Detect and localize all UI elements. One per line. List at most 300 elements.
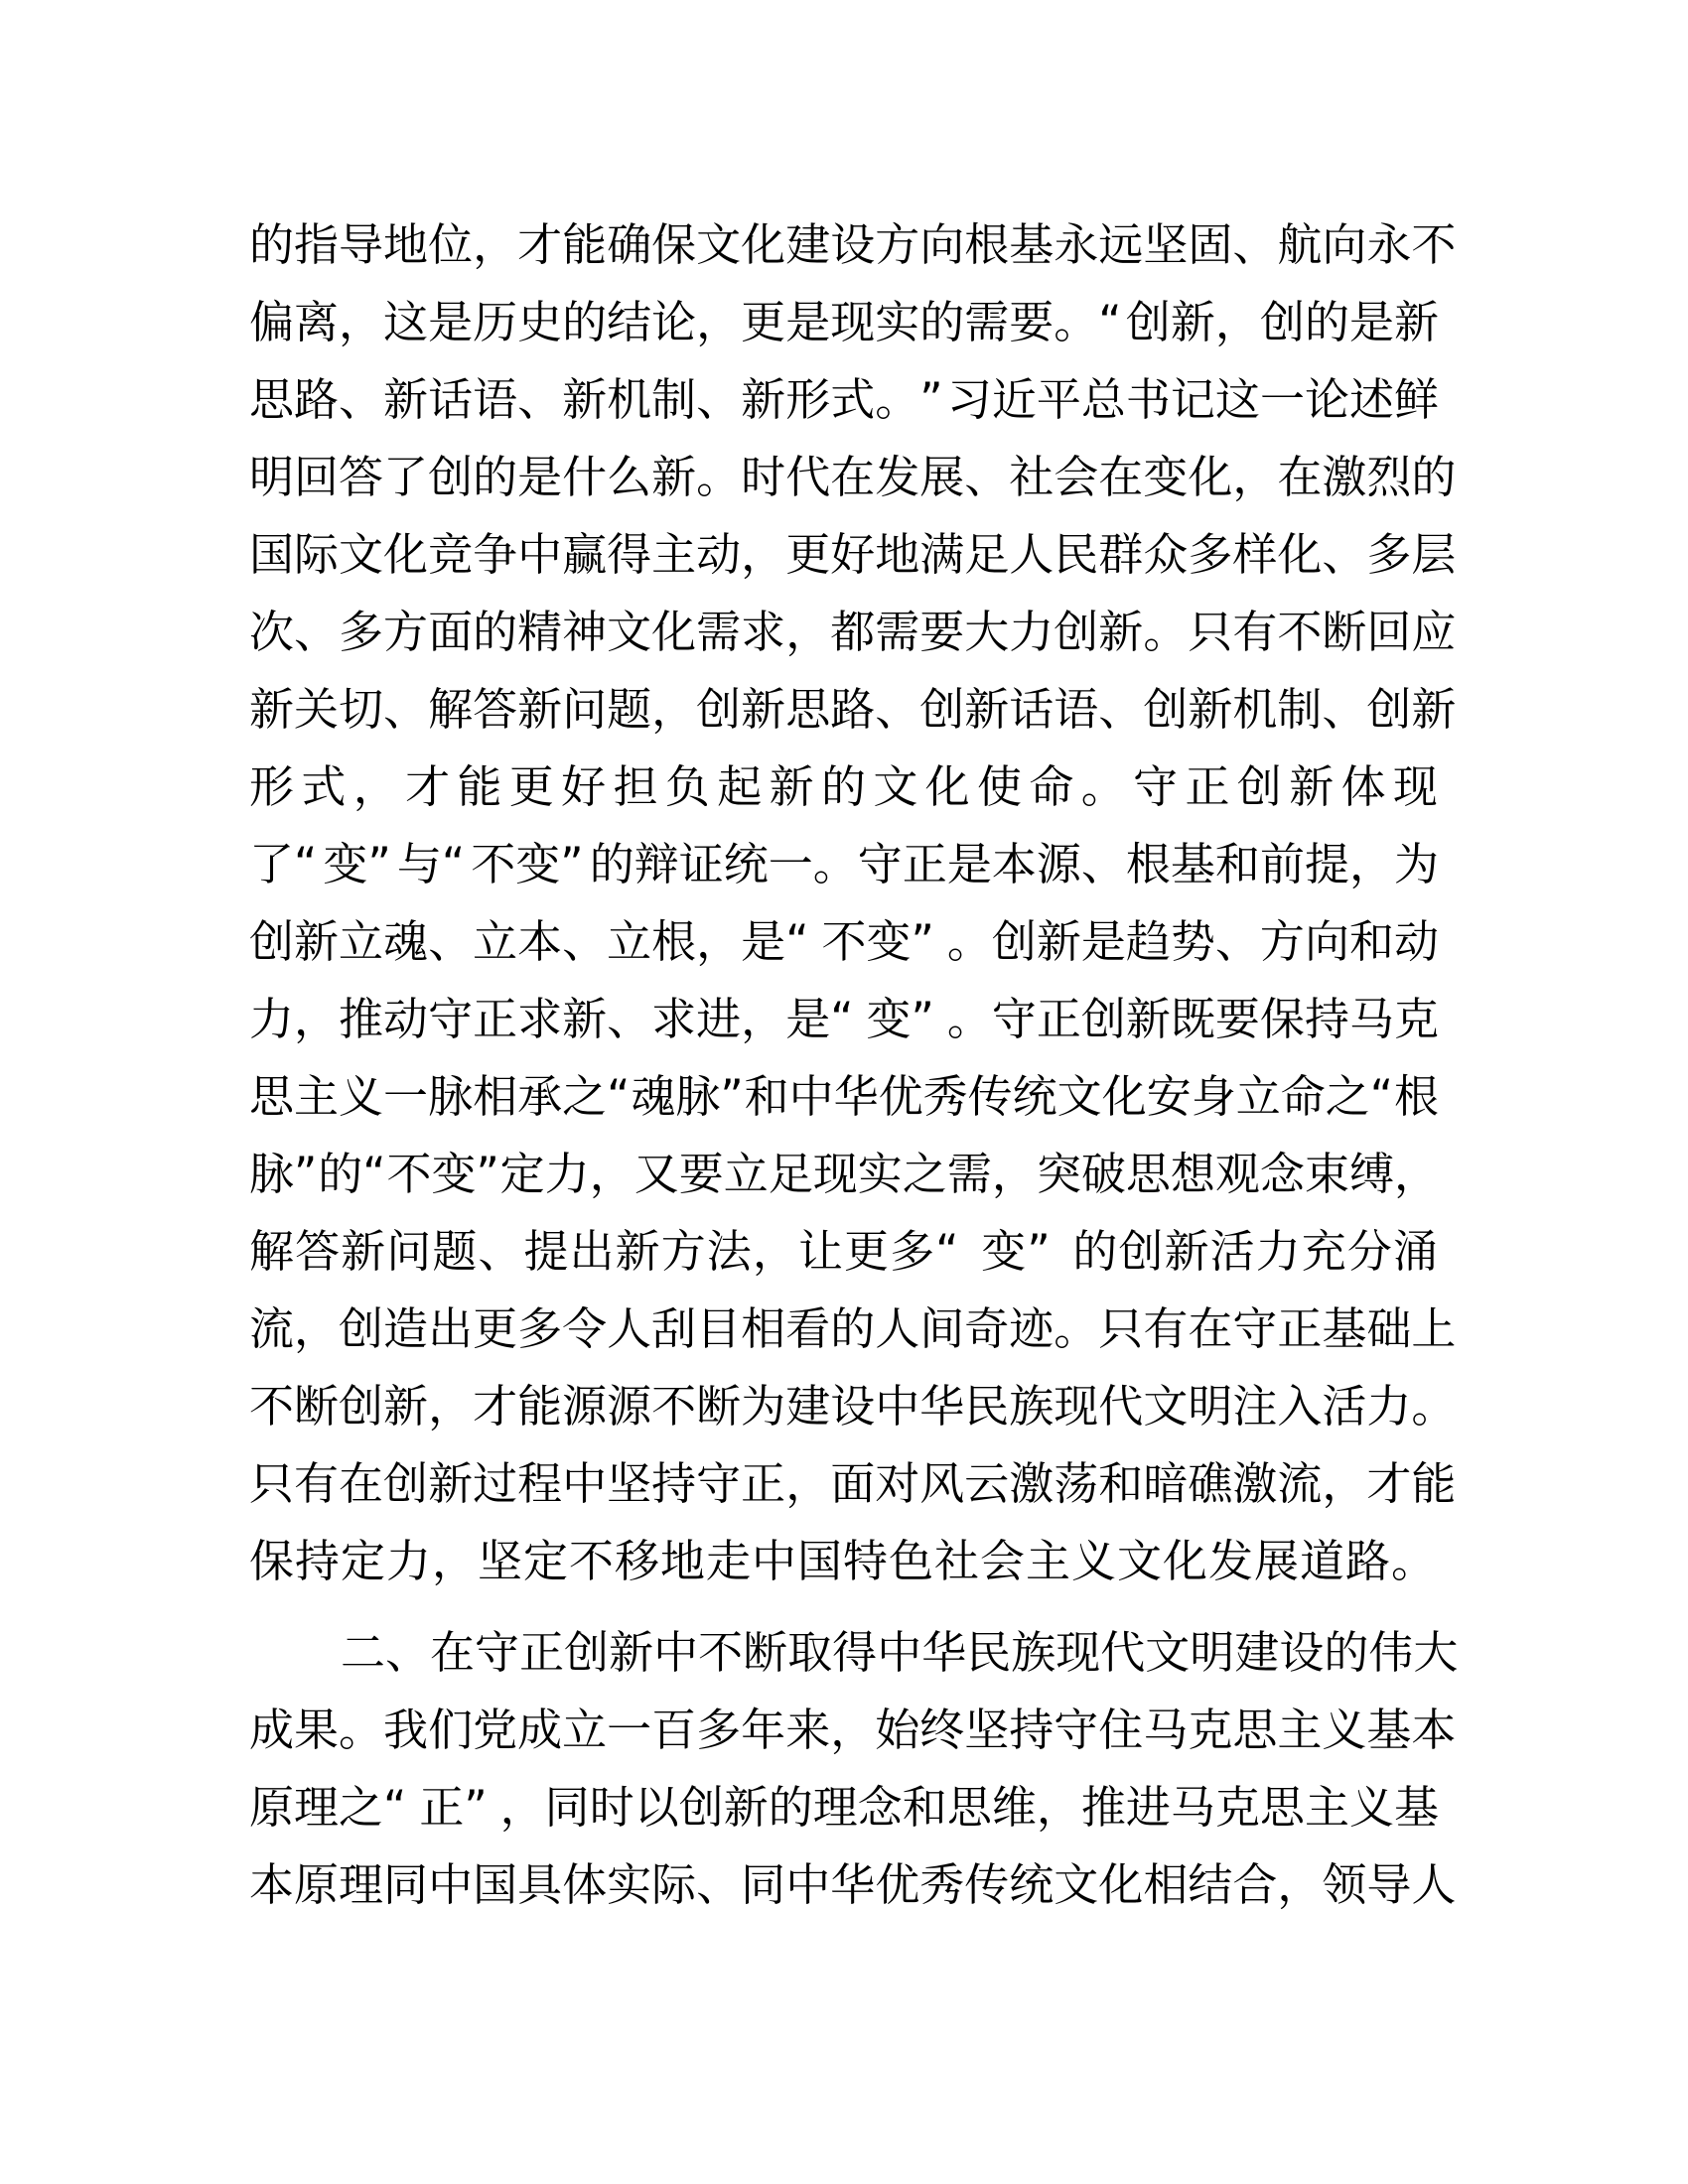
text-char: 正 (1185, 760, 1230, 813)
text-char: 具 (517, 1858, 563, 1911)
text-char: 、 (339, 373, 384, 426)
text-char: 际 (294, 528, 340, 581)
text-char: 指 (294, 218, 340, 271)
text-char: 身 (1191, 1070, 1236, 1123)
text-char: 证 (678, 838, 724, 890)
text-char: 造 (383, 1302, 429, 1355)
text-char: 破 (1080, 1148, 1126, 1200)
text-char: 、 (696, 373, 742, 426)
text-char: 现 (1055, 1626, 1101, 1679)
text-char: 切 (339, 683, 384, 736)
text-char: 出 (428, 1302, 474, 1355)
text-char: 次 (249, 606, 295, 658)
text-char: ， (352, 760, 398, 813)
text-char: 答 (339, 451, 384, 503)
text-char: 导 (1366, 1858, 1412, 1911)
text-char: 充 (1301, 1225, 1346, 1278)
text-char: 、 (562, 915, 608, 968)
text-char: 地 (875, 528, 920, 581)
text-char: 原 (249, 1781, 295, 1834)
text-char: ， (499, 1781, 545, 1834)
text-char: 理 (339, 1858, 384, 1911)
text-char: 华 (830, 1858, 876, 1911)
text-char: 实 (875, 296, 920, 348)
text-char: ， (752, 1225, 797, 1278)
text-char: 在 (830, 451, 876, 503)
text-char: 需 (964, 296, 1010, 348)
text-char: 代 (1098, 1380, 1144, 1433)
text-char: 的 (589, 838, 634, 890)
text-char: 话 (1009, 683, 1055, 736)
text-char: 、 (517, 373, 563, 426)
text-char: ” (911, 993, 934, 1045)
text-char: 力 (1366, 1380, 1412, 1433)
text-char: 源 (607, 1380, 652, 1433)
text-char: 脉 (249, 1148, 295, 1200)
text-char: 国 (797, 1535, 843, 1587)
text-char: ， (741, 993, 786, 1045)
text-char: 化 (1163, 1535, 1208, 1587)
text-char: 人 (1411, 1858, 1457, 1911)
text-char: 不 (1277, 606, 1323, 658)
text-char: 的 (1072, 1225, 1118, 1278)
text-char: 力 (1255, 1225, 1301, 1278)
text-char: 守 (1054, 1704, 1099, 1756)
text-char: 创 (678, 1781, 724, 1834)
text-char: 奇 (964, 1302, 1010, 1355)
text-char: 守 (1232, 1302, 1278, 1355)
text-char: 相 (1143, 1858, 1189, 1911)
text-char: 终 (919, 1704, 965, 1756)
text-char: 新 (741, 373, 786, 426)
text-char: 念 (857, 1781, 903, 1834)
text-char: 断 (294, 1380, 340, 1433)
text-char: 形 (249, 760, 295, 813)
text-char: 在 (1277, 451, 1323, 503)
text-char: 注 (1232, 1380, 1278, 1433)
text-char: 建 (785, 218, 831, 271)
text-char: ， (294, 1302, 340, 1355)
text-char: 同 (741, 1858, 786, 1911)
text-char: “ (607, 1070, 631, 1123)
text-char: 的 (919, 296, 965, 348)
text-char: 义 (1071, 1535, 1117, 1587)
text-line (249, 290, 1439, 367)
text-char: 层 (1411, 528, 1457, 581)
text-char: 平 (1036, 373, 1081, 426)
text-char: 入 (1277, 1380, 1323, 1433)
text-char: 束 (1304, 1148, 1349, 1200)
text-char: 缚 (1348, 1148, 1394, 1200)
text-char: 秀 (922, 1070, 968, 1123)
text-char: 新 (1289, 760, 1335, 813)
text-char: ， (432, 1535, 478, 1587)
text-char: 的 (473, 606, 518, 658)
text-char: 体 (1340, 760, 1386, 813)
text-char: 、 (428, 915, 474, 968)
text-char: 制 (1277, 683, 1323, 736)
text-char: 原 (294, 1858, 340, 1911)
text-char: 推 (339, 993, 384, 1045)
text-char: 出 (569, 1225, 615, 1278)
text-char: 求 (741, 606, 786, 658)
text-char: 这 (383, 296, 429, 348)
text-char: 关 (294, 683, 340, 736)
text-char: 方 (875, 218, 920, 271)
text-char: 流 (1277, 1457, 1323, 1510)
section-heading-line (249, 1620, 1459, 1698)
text-char: 定 (341, 1535, 386, 1587)
text-char: 人 (607, 1302, 652, 1355)
text-char: 样 (1232, 528, 1278, 581)
text-char: 竞 (428, 528, 474, 581)
text-char: 民 (964, 1380, 1010, 1433)
text-char: 守 (475, 1626, 520, 1679)
text-char: 机 (607, 373, 652, 426)
text-char: 路 (1345, 1535, 1391, 1587)
text-char: 力 (544, 1148, 590, 1200)
text-char: ， (428, 1380, 474, 1433)
text-char: 、 (696, 1858, 742, 1911)
text-char: 不 (698, 1626, 744, 1679)
text-char: 正 (519, 1626, 565, 1679)
text-char: 化 (1277, 528, 1323, 581)
text-char: 守 (696, 1457, 742, 1510)
text-char: 迹 (1009, 1302, 1055, 1355)
text-char: 固 (1188, 218, 1233, 271)
text-char: 么 (607, 451, 652, 503)
text-char: 只 (1188, 606, 1233, 658)
text-line (249, 1064, 1439, 1142)
text-char: 间 (919, 1302, 965, 1355)
text-char: 时 (741, 451, 786, 503)
text-char: 前 (1259, 838, 1305, 890)
text-char: ， (696, 915, 742, 968)
text-char: 和 (902, 1781, 947, 1834)
text-char: 才 (405, 760, 451, 813)
text-char: 化 (1101, 1070, 1147, 1123)
text-char: 力 (386, 1535, 432, 1587)
text-char: 基 (1322, 1302, 1367, 1355)
text-char: 实 (607, 1858, 652, 1911)
text-char: 路 (294, 373, 340, 426)
text-char: 激 (1232, 1457, 1278, 1510)
text-char: 思 (1259, 1781, 1305, 1834)
text-char: 建 (785, 1380, 831, 1433)
text-char: 变 (515, 838, 561, 890)
text-char: 。 (812, 838, 858, 890)
text-char: 以 (633, 1781, 679, 1834)
text-char: 历 (473, 296, 518, 348)
text-char: 住 (1098, 1704, 1144, 1756)
text-char: 多 (339, 606, 384, 658)
text-char: 创 (1054, 606, 1099, 658)
text-char: 足 (964, 528, 1010, 581)
text-char: 有 (1232, 606, 1278, 658)
text-char: 制 (651, 373, 697, 426)
text-char: 的 (318, 1148, 363, 1200)
text-char: 新 (383, 373, 429, 426)
text-char: 能 (1411, 1457, 1457, 1510)
text-char: 保 (249, 1535, 295, 1587)
text-char: 式 (301, 760, 347, 813)
text-char: 新 (249, 683, 295, 736)
text-char: 永 (1054, 218, 1099, 271)
text-char: 不 (386, 1148, 432, 1200)
text-char: 回 (294, 451, 340, 503)
text-char: 年 (741, 1704, 786, 1756)
text-char: ， (651, 683, 697, 736)
text-char: 变 (981, 1225, 1027, 1278)
text-char: 展 (919, 451, 965, 503)
text-char: 创 (383, 1457, 429, 1510)
text-line (249, 832, 1439, 909)
text-char: 云 (964, 1457, 1010, 1510)
text-line (249, 600, 1457, 677)
text-char: 、 (1098, 683, 1144, 736)
text-char: 化 (741, 218, 786, 271)
text-char: 。 (696, 451, 742, 503)
text-char: 一 (768, 838, 813, 890)
text-char: 机 (1232, 683, 1278, 736)
text-char: 持 (1304, 993, 1349, 1045)
text-char: 、 (1214, 915, 1260, 968)
text-char: 。 (1143, 606, 1189, 658)
text-char: 要 (1009, 296, 1055, 348)
text-char: 刮 (651, 1302, 697, 1355)
text-char: 只 (1098, 1302, 1144, 1355)
text-char: 国 (473, 1858, 518, 1911)
text-char: 。 (339, 1704, 384, 1756)
text-char: 克 (1393, 993, 1439, 1045)
text-char: 设 (1279, 1626, 1325, 1679)
text-char: 有 (1143, 1302, 1189, 1355)
text-char: 更 (844, 1225, 890, 1278)
text-char: 新 (723, 1781, 769, 1834)
text-char: 荡 (1054, 1457, 1099, 1510)
text-char: 提 (523, 1225, 569, 1278)
text-char: 一 (383, 1070, 429, 1123)
text-char: 思 (946, 1781, 992, 1834)
text-char: 传 (964, 1858, 1010, 1911)
text-char: 新 (741, 683, 786, 736)
text-char: 本 (1411, 1704, 1457, 1756)
text-char: 命 (1280, 1070, 1326, 1123)
text-char: 化 (1188, 451, 1233, 503)
text-char: 在 (1188, 1302, 1233, 1355)
text-char: 不 (821, 915, 867, 968)
text-char: 建 (1234, 1626, 1280, 1679)
text-char: 风 (919, 1457, 965, 1510)
text-char: 史 (517, 296, 563, 348)
text-char: 地 (383, 218, 429, 271)
text-char: ” (476, 1148, 499, 1200)
text-char: 优 (878, 1070, 923, 1123)
text-char: 正 (902, 838, 947, 890)
text-char: 更 (473, 1302, 518, 1355)
text-char: 的 (562, 296, 608, 348)
text-char: 立 (723, 1148, 769, 1200)
text-char: 化 (924, 760, 970, 813)
text-char: 担 (613, 760, 658, 813)
text-char: 中 (875, 1380, 920, 1433)
text-char: 相 (473, 1070, 518, 1123)
text-char: 展 (1254, 1535, 1300, 1587)
text-char: 马 (1348, 993, 1394, 1045)
text-char: 明 (1188, 1380, 1233, 1433)
text-char: 立 (607, 915, 652, 968)
text-char: ， (589, 1148, 634, 1200)
text-char: ， (741, 528, 786, 581)
text-char: 现 (1054, 1380, 1099, 1433)
text-char: 题 (432, 1225, 478, 1278)
text-char: 同 (544, 1781, 590, 1834)
text-char: 创 (919, 683, 965, 736)
text-char: 保 (1259, 993, 1305, 1045)
text-char: ” (720, 1070, 744, 1123)
text-char: 创 (1259, 296, 1305, 348)
text-char: 解 (428, 683, 474, 736)
text-char: 新 (769, 760, 814, 813)
text-char: 需 (696, 606, 742, 658)
text-char: 新 (1411, 683, 1457, 736)
text-char: 发 (875, 451, 920, 503)
text-char: 述 (1348, 373, 1394, 426)
text-char: 根 (1125, 838, 1171, 890)
text-char: 推 (1080, 1781, 1126, 1834)
text-char: 要 (919, 606, 965, 658)
text-char: 文 (1145, 1626, 1191, 1679)
text-char: 秀 (919, 1858, 965, 1911)
text-char: 基 (1366, 1704, 1412, 1756)
text-char: 、 (385, 1626, 431, 1679)
text-char: 取 (787, 1626, 833, 1679)
text-char: 能 (457, 760, 502, 813)
text-char: 定 (499, 1148, 545, 1200)
text-char: 上 (1411, 1302, 1457, 1355)
text-char: 答 (473, 683, 518, 736)
text-char: ” (560, 838, 584, 890)
text-char: 。 (1391, 1535, 1437, 1587)
text-char: 不 (1411, 218, 1457, 271)
text-char: 动 (383, 993, 429, 1045)
text-char: 这 (1214, 373, 1260, 426)
text-char: 为 (1393, 838, 1439, 890)
text-char: 向 (919, 218, 965, 271)
text-char: 向 (1304, 915, 1349, 968)
text-char: 本 (517, 915, 563, 968)
text-char: 思 (785, 683, 831, 736)
text-char: 才 (1366, 1457, 1412, 1510)
text-char: 书 (1125, 373, 1171, 426)
text-char: 合 (1232, 1858, 1278, 1911)
text-char: 要 (678, 1148, 724, 1200)
text-char: 一 (1259, 373, 1305, 426)
text-char: 新 (383, 1380, 429, 1433)
text-char: 进 (1125, 1781, 1171, 1834)
text-char: “ (935, 1225, 959, 1278)
text-char: 创 (428, 451, 474, 503)
text-char: 对 (875, 1457, 920, 1510)
text-line (249, 1852, 1457, 1930)
text-char: 本 (249, 1858, 295, 1911)
text-char: 统 (723, 838, 769, 890)
text-char: 新 (1098, 606, 1144, 658)
text-char: ， (830, 1704, 876, 1756)
text-char: 的 (768, 1781, 813, 1834)
text-char: 辩 (633, 838, 679, 890)
text-char: 们 (428, 1704, 474, 1756)
text-char: 活 (1322, 1380, 1367, 1433)
text-char: 新 (1188, 683, 1233, 736)
text-char: 激 (1322, 451, 1367, 503)
text-char: 多 (696, 1704, 742, 1756)
text-char: 人 (1009, 528, 1055, 581)
text-line (249, 1529, 1439, 1606)
text-char: 是 (517, 451, 563, 503)
text-char: 题 (607, 683, 652, 736)
text-char: 和 (1348, 915, 1394, 968)
body-text (249, 212, 1459, 1930)
text-char: 、 (1080, 838, 1126, 890)
text-char: 求 (651, 993, 697, 1045)
text-char: 流 (249, 1302, 295, 1355)
text-char: 断 (696, 1380, 742, 1433)
text-char: 命 (1029, 760, 1074, 813)
text-char: 既 (1170, 993, 1215, 1045)
text-char: 马 (1143, 1704, 1189, 1756)
text-char: 代 (785, 451, 831, 503)
text-char: 分 (1346, 1225, 1392, 1278)
text-char: 负 (664, 760, 710, 813)
text-char: 正 (473, 993, 518, 1045)
text-char: 坚 (607, 1457, 652, 1510)
text-char: 中 (653, 1626, 699, 1679)
text-char: 。 (875, 373, 920, 426)
text-char: 变 (431, 1148, 477, 1200)
text-char: 语 (473, 373, 518, 426)
text-char: 创 (339, 1380, 384, 1433)
text-line (249, 522, 1457, 600)
text-char: ， (991, 1148, 1037, 1200)
text-char: 、 (1322, 683, 1367, 736)
text-char: 好 (830, 528, 876, 581)
text-char: 安 (1146, 1070, 1192, 1123)
text-char: 文 (1117, 1535, 1163, 1587)
text-char: 、 (875, 683, 920, 736)
text-char: 在 (430, 1626, 476, 1679)
text-char: 创 (991, 915, 1037, 968)
text-char: 、 (383, 683, 429, 736)
text-char: ， (1277, 1858, 1323, 1911)
text-char: 国 (249, 528, 295, 581)
text-char: 论 (1304, 373, 1349, 426)
text-char: 。 (1054, 1302, 1099, 1355)
text-char: 中 (788, 1070, 834, 1123)
text-char: 赢 (562, 528, 608, 581)
text-char: 位 (428, 218, 474, 271)
text-char: 正 (419, 1781, 465, 1834)
text-char: 脉 (675, 1070, 721, 1123)
text-char: 移 (615, 1535, 660, 1587)
text-char: 文 (339, 528, 384, 581)
text-char: “ (1098, 296, 1122, 348)
text-char: 离 (294, 296, 340, 348)
text-line (249, 1451, 1457, 1529)
text-char: 道 (1300, 1535, 1345, 1587)
text-char: 和 (744, 1070, 789, 1123)
text-char: 习 (946, 373, 992, 426)
